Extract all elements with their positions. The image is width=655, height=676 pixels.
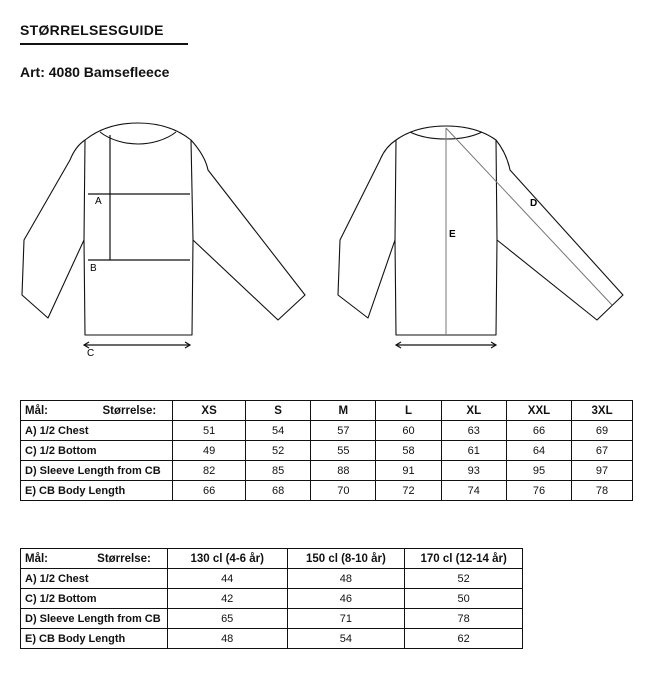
table-cell: 57 <box>311 421 376 441</box>
table-cell: 48 <box>287 569 405 589</box>
table-cell: 55 <box>311 441 376 461</box>
table-cell: 78 <box>572 481 633 501</box>
back-bottom-measure <box>396 342 496 348</box>
kids-header-label-cell <box>21 549 168 569</box>
table-cell: 64 <box>506 441 571 461</box>
table-cell: 78 <box>405 609 523 629</box>
page-title: STØRRELSESGUIDE <box>20 22 164 38</box>
table-cell: 48 <box>167 629 287 649</box>
table-cell: 54 <box>287 629 405 649</box>
back-measure-lines <box>446 128 612 335</box>
size-header-xxl: XXL <box>506 401 571 421</box>
kids-header-row <box>21 549 523 569</box>
front-garment-drawing <box>22 123 305 335</box>
table-cell: 66 <box>506 421 571 441</box>
table-row <box>21 569 523 589</box>
table-cell: 67 <box>572 441 633 461</box>
front-left-sleeve-seam <box>84 140 85 240</box>
table-cell: 76 <box>506 481 571 501</box>
article-name: Art: 4080 Bamsefleece <box>20 64 170 80</box>
row-label: E) CB Body Length <box>21 481 173 501</box>
table-cell: 82 <box>173 461 246 481</box>
size-header-xs: XS <box>173 401 246 421</box>
table-cell: 42 <box>167 589 287 609</box>
adult-header-label-cell <box>21 401 173 421</box>
table-cell: 61 <box>441 441 506 461</box>
back-outline <box>338 126 623 335</box>
size-header-xl: XL <box>441 401 506 421</box>
row-label: A) 1/2 Chest <box>21 569 168 589</box>
back-right-sleeve-seam <box>496 140 497 240</box>
label-e: E <box>449 229 456 240</box>
table-cell: 68 <box>246 481 311 501</box>
front-neckline <box>100 132 176 144</box>
table-cell: 66 <box>173 481 246 501</box>
table-cell: 91 <box>376 461 441 481</box>
table-cell: 62 <box>405 629 523 649</box>
table-cell: 52 <box>246 441 311 461</box>
kids-size-table <box>20 548 523 649</box>
label-d: D <box>530 198 538 209</box>
back-left-sleeve-seam <box>395 140 396 240</box>
adult-header-row <box>21 401 633 421</box>
table-cell: 49 <box>173 441 246 461</box>
table-cell: 71 <box>287 609 405 629</box>
table-row <box>21 589 523 609</box>
adult-size-table <box>20 400 633 501</box>
row-label: D) Sleeve Length from CB <box>21 609 168 629</box>
table-row <box>21 629 523 649</box>
table-row <box>21 461 633 481</box>
table-row <box>21 609 523 629</box>
table-cell: 54 <box>246 421 311 441</box>
kids-size-header: Størrelse: <box>97 552 151 565</box>
measure-d-line <box>446 128 612 305</box>
table-cell: 70 <box>311 481 376 501</box>
table-cell: 88 <box>311 461 376 481</box>
size-header-m: M <box>311 401 376 421</box>
table-cell: 58 <box>376 441 441 461</box>
table-cell: 63 <box>441 421 506 441</box>
label-a: A <box>95 196 102 207</box>
table-cell: 85 <box>246 461 311 481</box>
table-cell: 95 <box>506 461 571 481</box>
front-measure-lines <box>84 135 190 348</box>
front-right-sleeve-seam <box>191 140 193 240</box>
adult-size-header: Størrelse: <box>102 404 157 417</box>
row-label: D) Sleeve Length from CB <box>21 461 173 481</box>
size-header-150: 150 cl (8-10 år) <box>287 549 405 569</box>
table-cell: 93 <box>441 461 506 481</box>
table-cell: 60 <box>376 421 441 441</box>
table-row <box>21 441 633 461</box>
table-cell: 50 <box>405 589 523 609</box>
adult-measure-header: Mål: <box>25 404 48 417</box>
row-label: C) 1/2 Bottom <box>21 589 168 609</box>
front-outline <box>22 123 305 335</box>
size-header-130: 130 cl (4-6 år) <box>167 549 287 569</box>
table-cell: 72 <box>376 481 441 501</box>
table-cell: 65 <box>167 609 287 629</box>
row-label: A) 1/2 Chest <box>21 421 173 441</box>
size-header-3xl: 3XL <box>572 401 633 421</box>
size-header-170: 170 cl (12-14 år) <box>405 549 523 569</box>
table-row <box>21 421 633 441</box>
kids-measure-header: Mål: <box>25 552 48 565</box>
table-cell: 44 <box>167 569 287 589</box>
table-cell: 52 <box>405 569 523 589</box>
table-cell: 74 <box>441 481 506 501</box>
table-cell: 46 <box>287 589 405 609</box>
size-header-s: S <box>246 401 311 421</box>
row-label: E) CB Body Length <box>21 629 168 649</box>
back-garment-drawing <box>338 126 623 335</box>
table-row <box>21 481 633 501</box>
label-c: C <box>87 348 95 359</box>
table-cell: 51 <box>173 421 246 441</box>
table-cell: 69 <box>572 421 633 441</box>
row-label: C) 1/2 Bottom <box>21 441 173 461</box>
size-header-l: L <box>376 401 441 421</box>
table-cell: 97 <box>572 461 633 481</box>
label-b: B <box>90 263 97 274</box>
